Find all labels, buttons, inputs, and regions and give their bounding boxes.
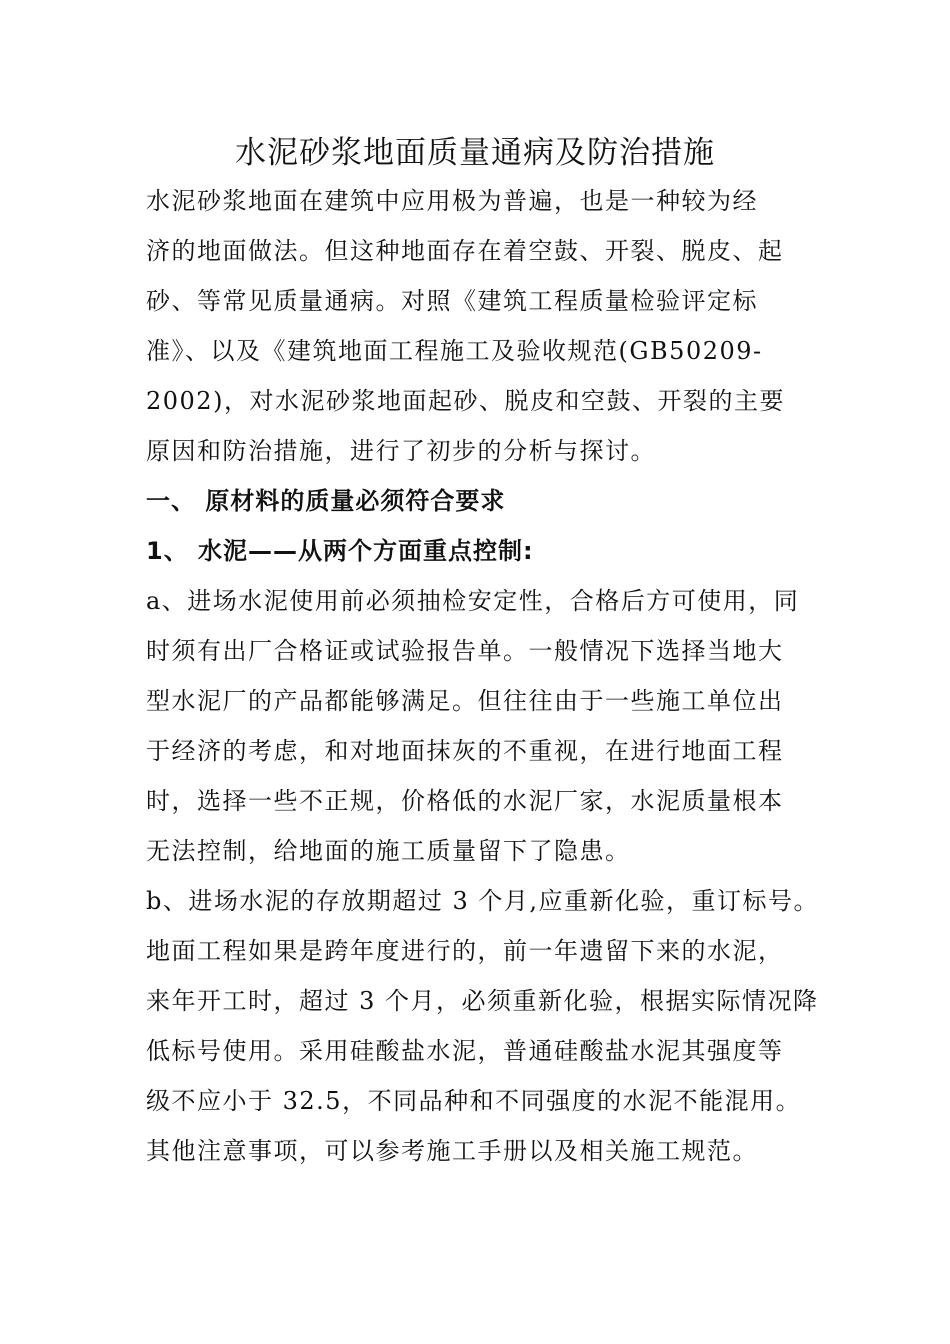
paragraph-line-a2: 时须有出厂合格证或试验报告单。一般情况下选择当地大 (146, 637, 784, 665)
document-title: 水泥砂浆地面质量通病及防治措施 (235, 135, 715, 171)
paragraph-line-b1: b、进场水泥的存放期超过 3 个月,应重新化验，重订标号。 (146, 887, 820, 915)
paragraph-line-a1: a、进场水泥使用前必须抽检安定性，合格后方可使用，同 (146, 587, 800, 615)
paragraph-line-4: 准》、以及《建筑地面工程施工及验收规范(GB50209- (146, 337, 763, 365)
paragraph-line-3: 砂、等常见质量通病。对照《建筑工程质量检验评定标 (146, 287, 758, 315)
paragraph-line-b2: 地面工程如果是跨年度进行的，前一年遗留下来的水泥， (146, 937, 784, 965)
paragraph-line-a4: 于经济的考虑，和对地面抹灰的不重视，在进行地面工程 (146, 737, 784, 765)
paragraph-line-1: 水泥砂浆地面在建筑中应用极为普遍，也是一种较为经 (146, 187, 758, 215)
paragraph-line-b6: 其他注意事项，可以参考施工手册以及相关施工规范。 (146, 1137, 758, 1165)
subsection-heading-cement: 1、 水泥——从两个方面重点控制: (146, 537, 534, 565)
paragraph-line-a5: 时，选择一些不正规，价格低的水泥厂家，水泥质量根本 (146, 787, 784, 815)
paragraph-line-a3: 型水泥厂的产品都能够满足。但往往由于一些施工单位出 (146, 687, 784, 715)
paragraph-line-5: 2002)，对水泥砂浆地面起砂、脱皮和空鼓、开裂的主要 (146, 387, 785, 415)
paragraph-line-b3: 来年开工时，超过 3 个月，必须重新化验，根据实际情况降 (146, 987, 819, 1015)
paragraph-line-6: 原因和防治措施，进行了初步的分析与探讨。 (146, 437, 656, 465)
section-heading-1: 一、 原材料的质量必须符合要求 (146, 487, 506, 515)
paragraph-line-2: 济的地面做法。但这种地面存在着空鼓、开裂、脱皮、起 (146, 237, 784, 265)
paragraph-line-b5: 级不应小于 32.5，不同品种和不同强度的水泥不能混用。 (146, 1087, 802, 1115)
paragraph-line-b4: 低标号使用。采用硅酸盐水泥，普通硅酸盐水泥其强度等 (146, 1037, 784, 1065)
paragraph-line-a6: 无法控制，给地面的施工质量留下了隐患。 (146, 837, 631, 865)
